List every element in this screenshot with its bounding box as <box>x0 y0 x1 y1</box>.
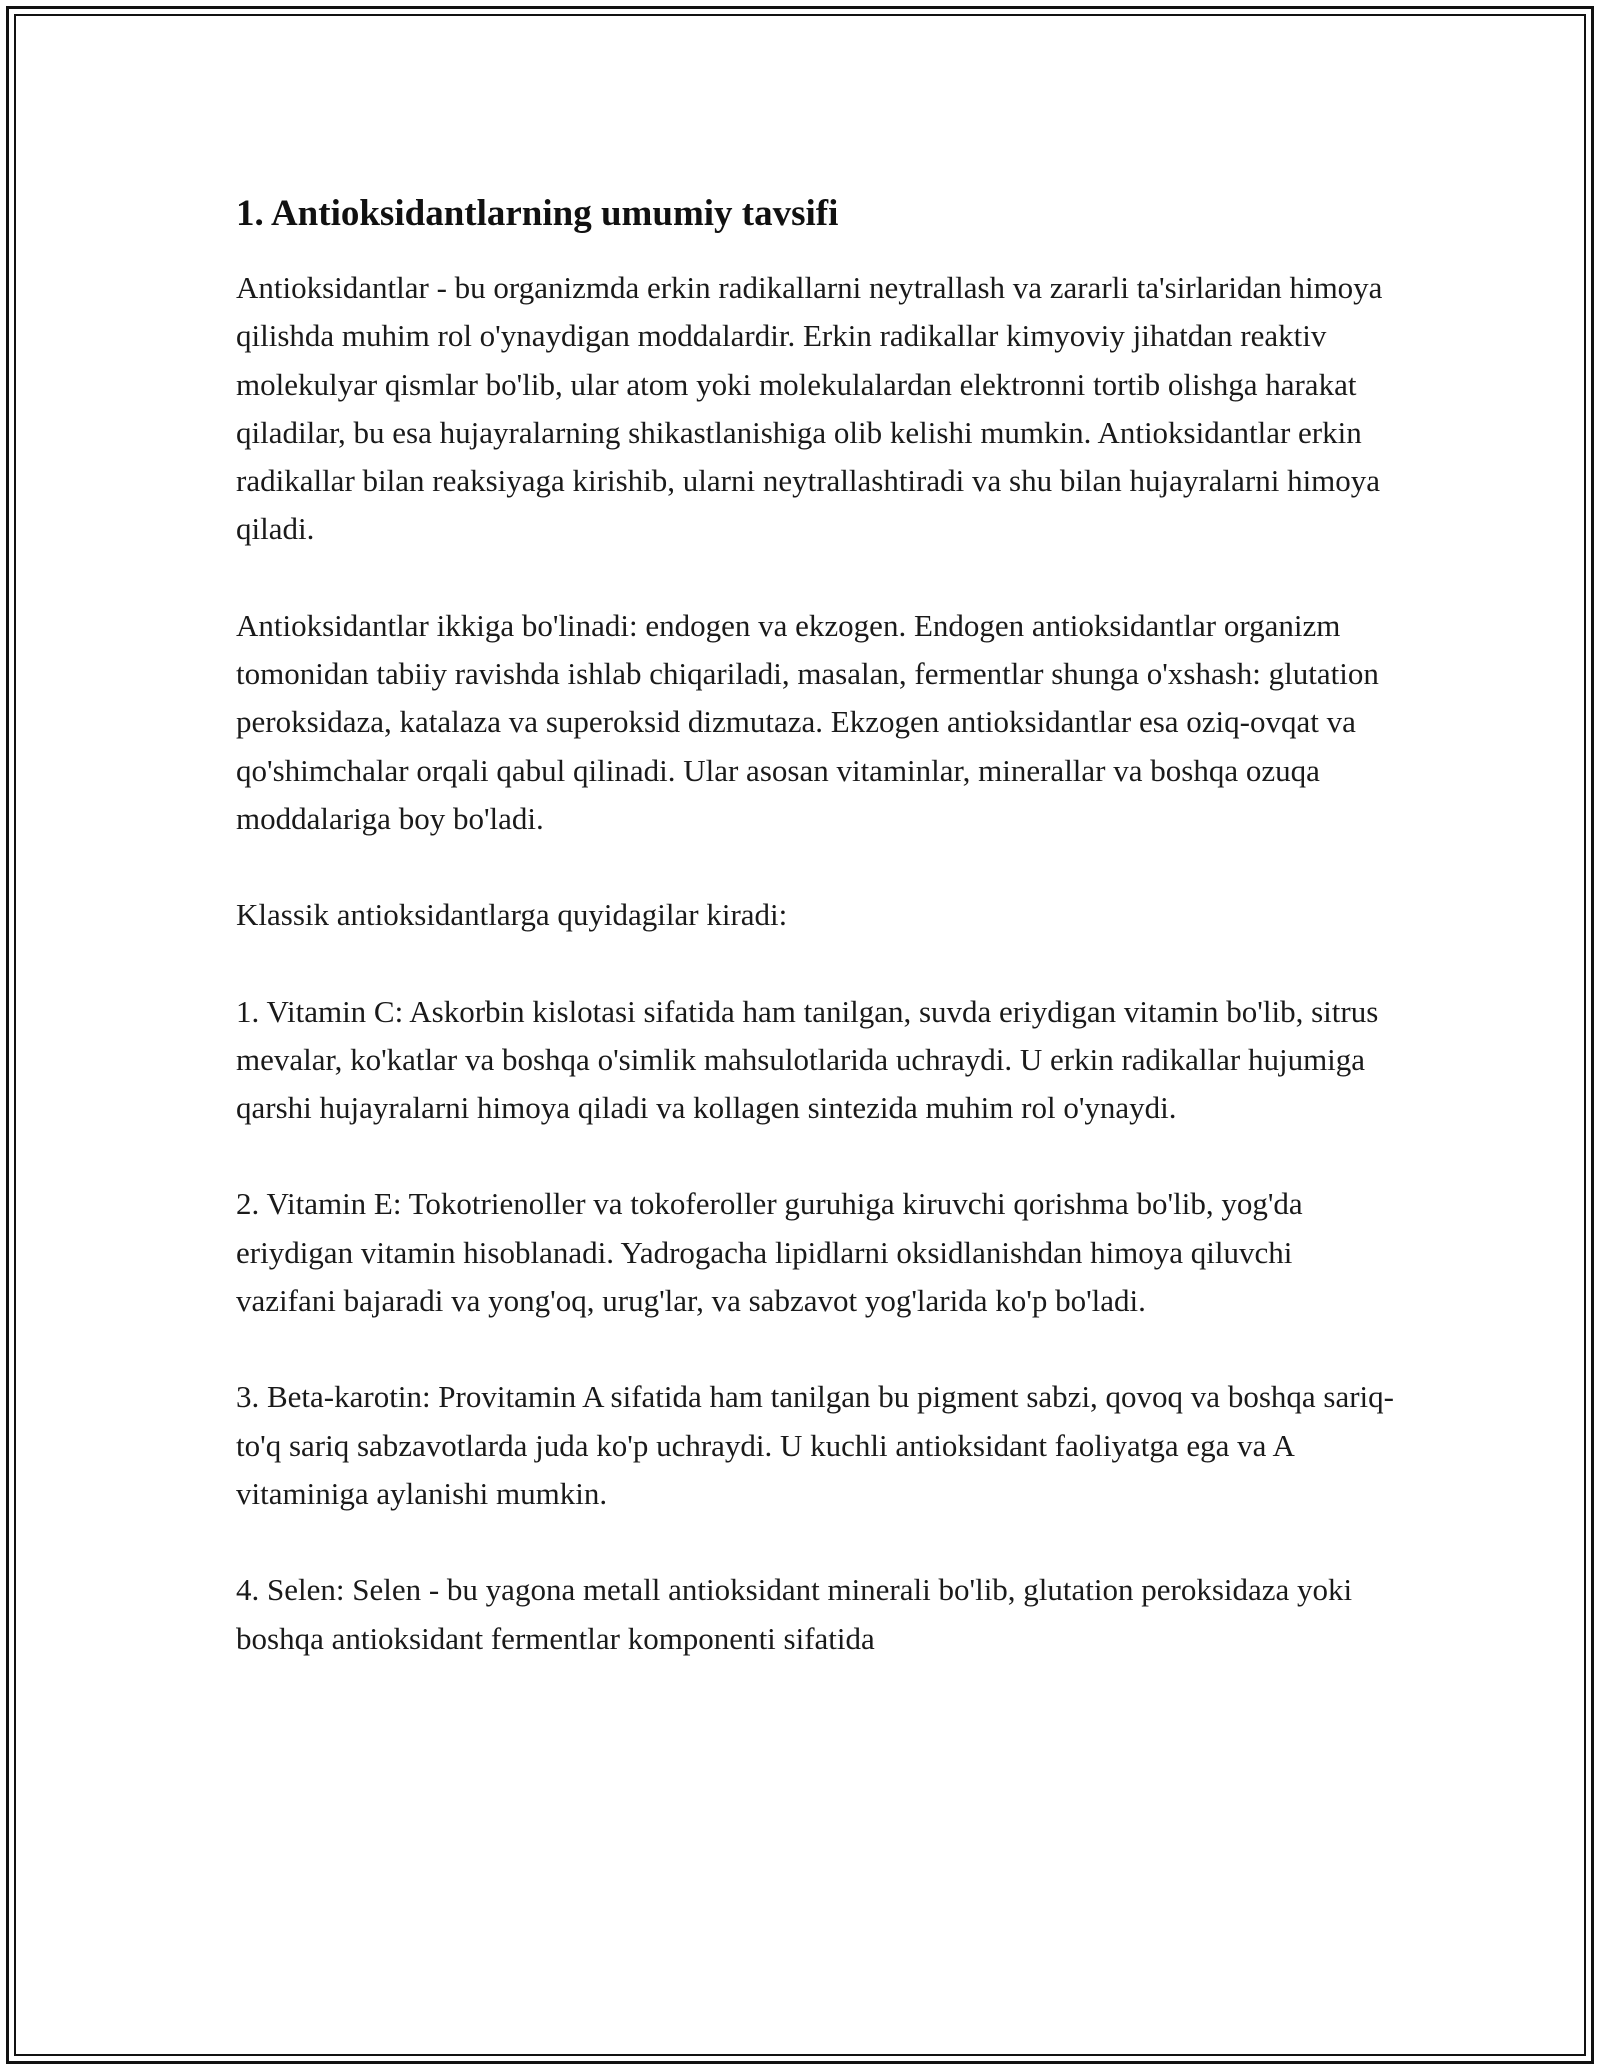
section-heading: 1. Antioksidantlarning umumiy tavsifi <box>236 193 839 234</box>
paragraph-endogen-exogen: Antioksidantlar ikkiga bo'linadi: endogen va ekzogen. Endogen antioksidantlar organizm tomonidan tabiiy ravishda ishlab chiqariladi, masalan, fermentlar shunga o'xshash: glutation peroksidaza, katalaza va superoksid dizmutaza. Ekzogen antioksidantlar esa oziq-ovqat va qo'shimchalar orqali qabul qilinadi. Ular asosan vitaminlar, minerallar va boshqa ozuqa moddalariga boy bo'ladi. <box>236 607 1379 836</box>
list-item-selenium: 4. Selen: Selen - bu yagona metall antioksidant minerali bo'lib, glutation peroksidaza yoki boshqa antioksidant fermentlar komponenti sifatida <box>236 1572 1353 1656</box>
document-body <box>236 186 1396 1663</box>
paragraph-classic-intro: Klassik antioksidantlarga quyidagilar kiradi: <box>236 897 788 933</box>
list-item-vitamin-e: 2. Vitamin E: Tokotrienoller va tokoferoller guruhiga kiruvchi qorishma bo'lib, yog'da eriydigan vitamin hisoblanadi. Yadrogacha lipidlarni oksidlanishdan himoya qiluvchi vazifani bajaradi va yong'oq, urug'lar, va sabzavot yog'larida ko'p bo'ladi. <box>236 1186 1303 1319</box>
list-item-beta-carotene: 3. Beta-karotin: Provitamin A sifatida ham tanilgan bu pigment sabzi, qovoq va boshqa sariq-to'q sariq sabzavotlarda juda ko'p uchraydi. U kuchli antioksidant faoliyatga ega va A vitaminiga aylanishi mumkin. <box>236 1379 1394 1511</box>
list-item-vitamin-c: 1. Vitamin C: Askorbin kislotasi sifatida ham tanilgan, suvda eriydigan vitamin bo'lib, sitrus mevalar, ko'katlar va boshqa o'simlik mahsulotlarida uchraydi. U erkin radikallar hujumiga qarshi hujayralarni himoya qiladi va kollagen sintezida muhim rol o'ynaydi. <box>236 993 1379 1126</box>
paragraph-antioxidant-definition: Antioksidantlar - bu organizmda erkin radikallarni neytrallash va zararli ta'sirlaridan himoya qilishda muhim rol o'ynaydigan moddalardir. Erkin radikallar kimyoviy jihatdan reaktiv molekulyar qismlar bo'lib, ular atom yoki molekulalardan elektronni tortib olishga harakat qiladilar, bu esa hujayralarning shikastlanishiga olib kelishi mumkin. Antioksidantlar erkin radikallar bilan reaksiyaga kirishib, ularni neytrallashtiradi va shu bilan hujayralarni himoya qiladi. <box>236 270 1383 547</box>
